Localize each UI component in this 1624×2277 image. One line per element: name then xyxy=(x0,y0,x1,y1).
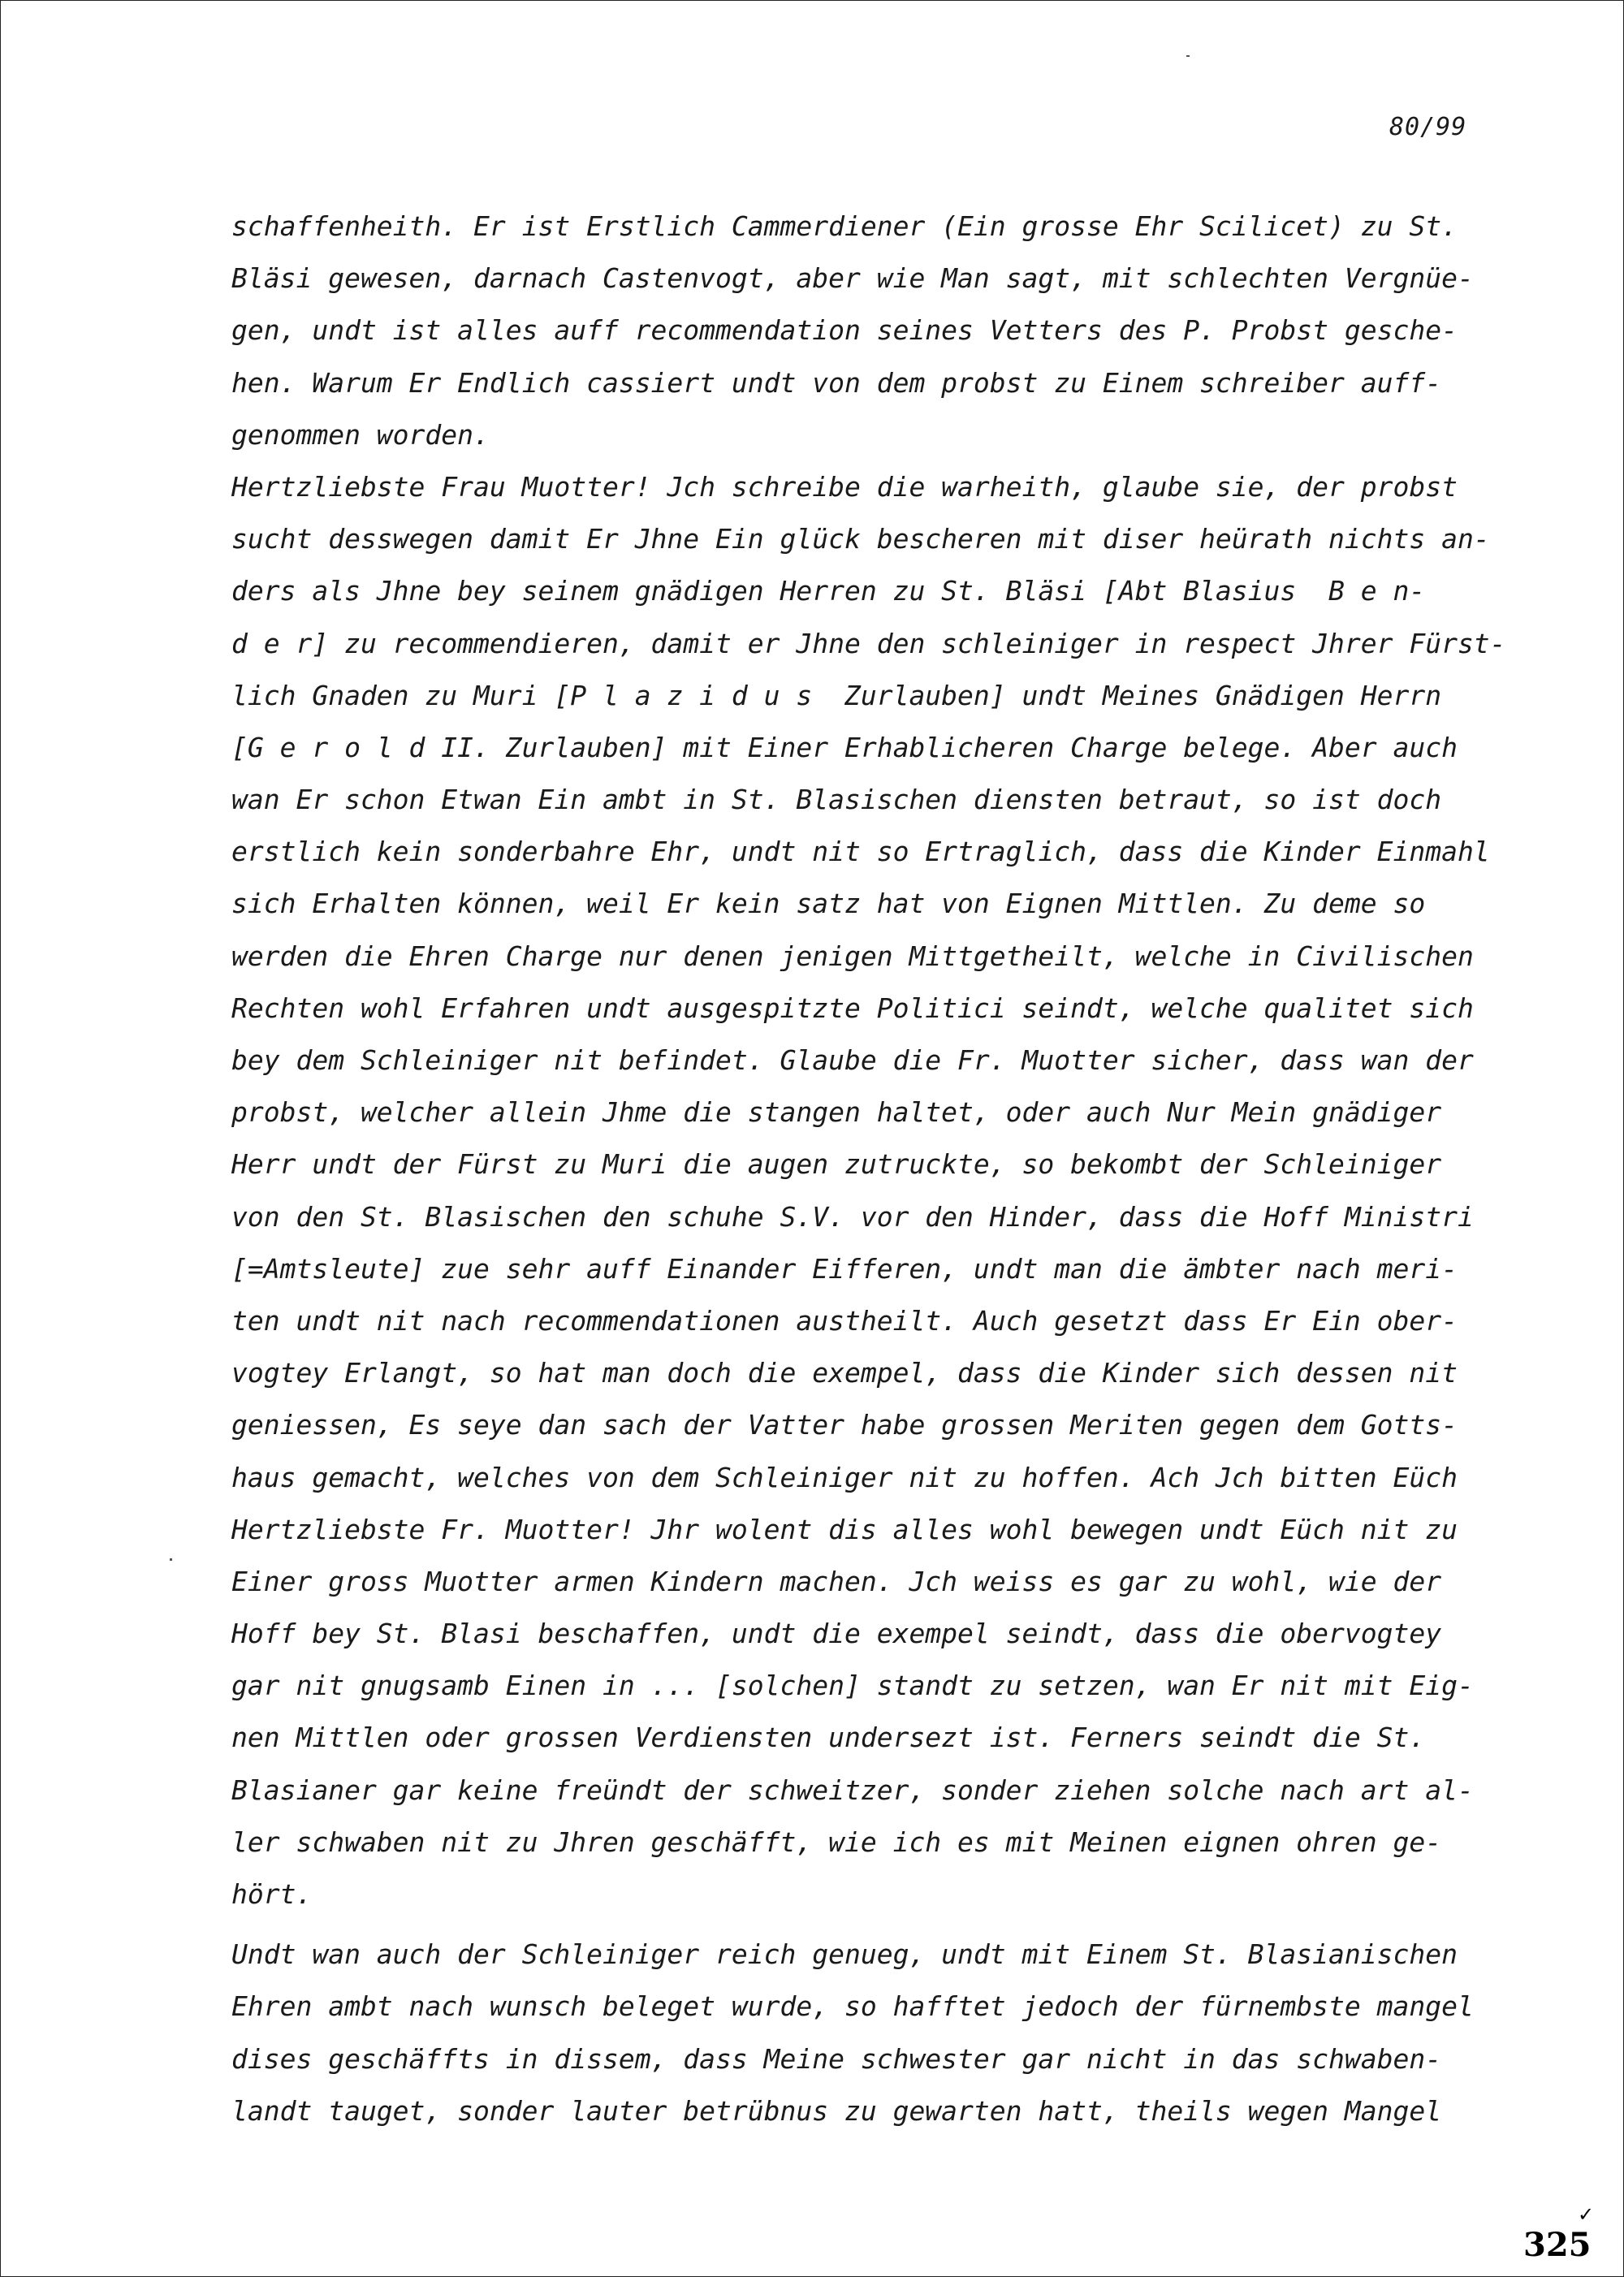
text-line: Rechten wohl Erfahren undt ausgespitzte Politici seindt, welche qualitet sich xyxy=(231,992,1474,1024)
text-line: dises geschäffts in dissem, dass Meine schwester gar nicht in das schwaben- xyxy=(231,2042,1442,2075)
text-line: lich Gnaden zu Muri [P l a z i d u s Zurlauben] undt Meines Gnädigen Herrn xyxy=(231,679,1442,711)
text-line: Herr undt der Fürst zu Muri die augen zutruckte, so bekombt der Schleiniger xyxy=(231,1148,1442,1181)
text-line: [G e r o l d II. Zurlauben] mit Einer Erhablicheren Charge belege. Aber auch xyxy=(231,731,1458,763)
scan-speck xyxy=(170,1558,172,1561)
text-line: ler schwaben nit zu Jhren geschäfft, wie ich es mit Meinen eignen ohren ge- xyxy=(231,1825,1442,1858)
text-line: Hertzliebste Frau Muotter! Jch schreibe die warheith, glaube sie, der probst xyxy=(231,470,1458,503)
text-line: Undt wan auch der Schleiniger reich genueg, undt mit Einem St. Blasianischen xyxy=(231,1938,1458,1971)
text-line: Ehren ambt nach wunsch beleget wurde, so hafftet jedoch der fürnembste mangel xyxy=(231,1990,1474,2023)
text-line: sich Erhalten können, weil Er kein satz hat von Eignen Mittlen. Zu deme so xyxy=(231,888,1426,920)
text-line: von den St. Blasischen den schuhe S.V. vor den Hinder, dass die Hoff Ministri xyxy=(231,1200,1474,1233)
paragraph-gap xyxy=(231,1921,1531,1929)
text-line: nen Mittlen oder grossen Verdiensten undersezt ist. Ferners seindt die St. xyxy=(231,1722,1426,1754)
text-line: d e r] zu recommendieren, damit er Jhne den schleiniger in respect Jhrer Fürst- xyxy=(231,627,1506,659)
text-line: sucht desswegen damit Er Jhne Ein glück bescheren mit diser heürath nichts an- xyxy=(231,523,1490,555)
text-line: bey dem Schleiniger nit befindet. Glaube die Fr. Muotter sicher, dass wan der xyxy=(231,1044,1474,1076)
text-line: probst, welcher allein Jhme die stangen haltet, oder auch Nur Mein gnädiger xyxy=(231,1096,1442,1129)
archive-folio-mark: 325 xyxy=(1523,2226,1592,2264)
text-line: [=Amtsleute] zue sehr auff Einander Eifferen, undt man die ämbter nach meri- xyxy=(231,1252,1458,1285)
text-line: genommen worden. xyxy=(231,418,490,451)
text-line: Hertzliebste Fr. Muotter! Jhr wolent dis alles wohl bewegen undt Eüch nit zu xyxy=(231,1513,1458,1545)
text-line: Blasianer gar keine freündt der schweitzer, sonder ziehen solche nach art al- xyxy=(231,1774,1474,1806)
text-line: wan Er schon Etwan Ein ambt in St. Blasischen diensten betraut, so ist doch xyxy=(231,784,1442,816)
scan-speck xyxy=(1186,55,1190,57)
text-line: gen, undt ist alles auff recommendation seines Vetters des P. Probst gesche- xyxy=(231,314,1458,347)
text-line: Bläsi gewesen, darnach Castenvogt, aber wie Man sagt, mit schlechten Vergnüe- xyxy=(231,262,1474,295)
check-mark-icon: ✓ xyxy=(1578,2203,1595,2226)
text-line: hört. xyxy=(231,1878,313,1910)
text-line: ten undt nit nach recommendationen austheilt. Auch gesetzt dass Er Ein ober- xyxy=(231,1304,1458,1337)
text-line: schaffenheith. Er ist Erstlich Cammerdiener (Ein grosse Ehr Scilicet) zu St. xyxy=(231,210,1458,242)
text-line: ders als Jhne bey seinem gnädigen Herren zu St. Bläsi [Abt Blasius B e n- xyxy=(231,575,1426,607)
text-line: haus gemacht, welches von dem Schleiniger nit zu hoffen. Ach Jch bitten Eüch xyxy=(231,1461,1458,1493)
text-line: gar nit gnugsamb Einen in ... [solchen] standt zu setzen, wan Er nit mit Eig- xyxy=(231,1670,1474,1702)
text-line: Einer gross Muotter armen Kindern machen. Jch weiss es gar zu wohl, wie der xyxy=(231,1565,1442,1597)
page-number: 80/99 xyxy=(1389,113,1467,141)
text-line: vogtey Erlangt, so hat man doch die exempel, dass die Kinder sich dessen nit xyxy=(231,1357,1458,1389)
text-line: werden die Ehren Charge nur denen jenigen Mittgetheilt, welche in Civilischen xyxy=(231,940,1474,972)
letter-body xyxy=(231,201,1531,2137)
text-line: hen. Warum Er Endlich cassiert undt von dem probst zu Einem schreiber auff- xyxy=(231,366,1442,399)
text-line: geniessen, Es seye dan sach der Vatter habe grossen Meriten gegen dem Gotts- xyxy=(231,1409,1458,1441)
text-line: Hoff bey St. Blasi beschaffen, undt die exempel seindt, dass die obervogtey xyxy=(231,1618,1442,1650)
text-line: landt tauget, sonder lauter betrübnus zu gewarten hatt, theils wegen Mangel xyxy=(231,2094,1442,2127)
text-line: erstlich kein sonderbahre Ehr, undt nit so Ertraglich, dass die Kinder Einmahl xyxy=(231,836,1490,868)
